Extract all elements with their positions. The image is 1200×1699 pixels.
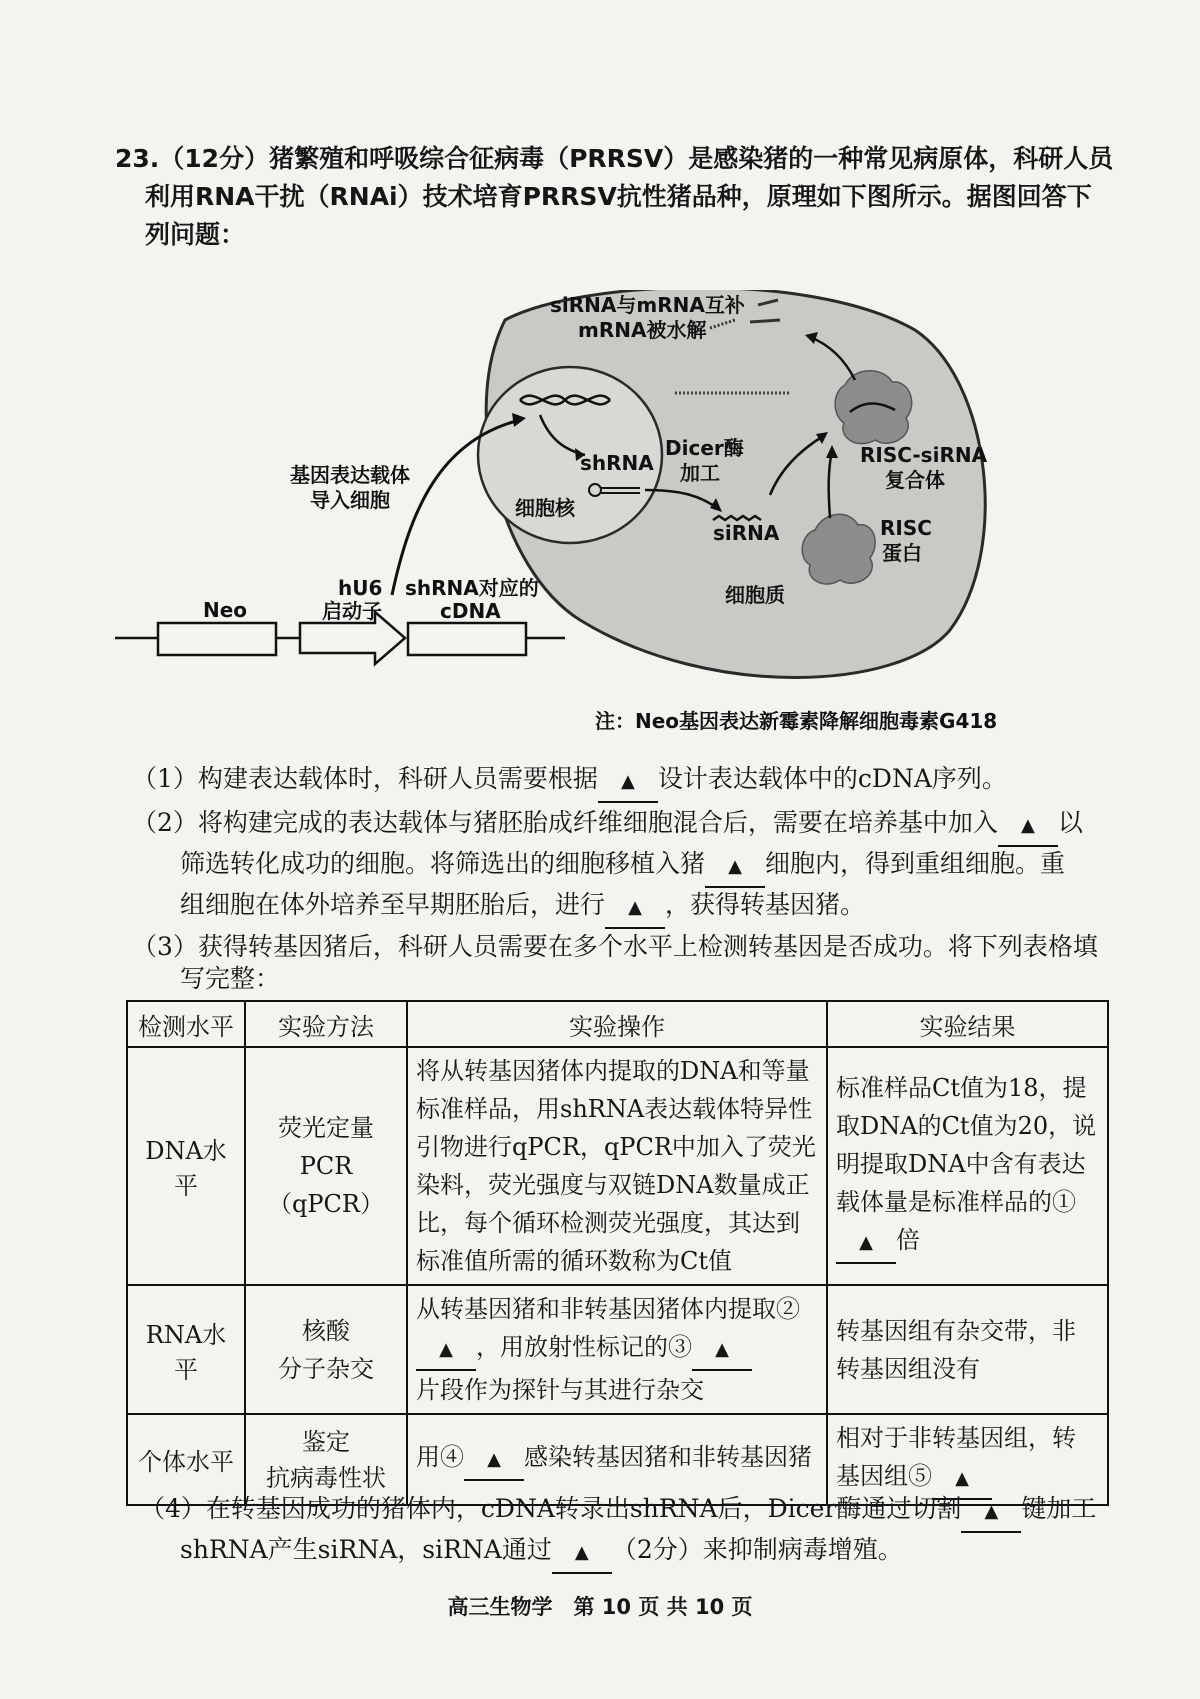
page-footer: 高三生物学 第 10 页 共 10 页 (447, 1595, 753, 1619)
label-nucleus: 细胞核 (515, 496, 575, 520)
r1-method: 荧光定量 PCR （qPCR） (245, 1047, 407, 1285)
label-vector-2: 导入细胞 (310, 488, 390, 512)
r2-method: 核酸 分子杂交 (245, 1285, 407, 1414)
question-3-line1: （3）获得转基因猪后，科研人员需要在多个水平上检测转基因是否成功。将下列表格填 (132, 932, 1098, 961)
label-hu6-2: 启动子 (322, 599, 382, 623)
label-cdna-1: shRNA对应的 (405, 576, 539, 600)
q23-stem-line2: 利用RNA干扰（RNAi）技术培育PRRSV抗性猪品种，原理如下图所示。据图回答下 (145, 182, 1092, 211)
question-1: （1）构建表达载体时，科研人员需要根据 ▲ 设计表达载体中的cDNA序列。 (132, 760, 1007, 803)
question-3-line2: 写完整： (180, 964, 281, 993)
header-operation: 实验操作 (407, 1001, 827, 1047)
detection-table (126, 1000, 1109, 1506)
r2-result: 转基因组有杂交带，非转基因组没有 (827, 1285, 1108, 1414)
rnai-diagram (110, 290, 1100, 740)
r3-result: 相对于非转基因组，转基因组⑤ ▲ (827, 1414, 1108, 1505)
label-sirna: siRNA (713, 521, 780, 545)
question-4-line1: （4）在转基因成功的猪体内，cDNA转录出shRNA后，Dicer酶通过切割 ▲ 键加工 (140, 1490, 1096, 1533)
q23-stem-line1: 23.（12分）猪繁殖和呼吸综合征病毒（PRRSV）是感染猪的一种常见病原体，科研人员 (115, 144, 1114, 173)
r2-level: RNA水平 (127, 1285, 245, 1414)
r1-result: 标准样品Ct值为18，提取DNA的Ct值为20，说明提取DNA中含有表达载体量是标准样品的①▲ 倍 (827, 1047, 1108, 1285)
label-cytoplasm: 细胞质 (725, 583, 785, 607)
label-risc-complex-1: RISC-siRNA (860, 443, 988, 467)
cdna-box (408, 623, 526, 655)
label-cdna-2: cDNA (440, 599, 501, 623)
label-dicer-1: Dicer酶 (665, 436, 744, 460)
question-2-line2: 筛选转化成功的细胞。将筛选出的细胞移植入猪 ▲ 细胞内，得到重组细胞。重 (180, 845, 1065, 888)
question-2-line3: 组细胞在体外培养至早期胚胎后，进行 ▲ ，获得转基因猪。 (180, 886, 865, 929)
header-level: 检测水平 (127, 1001, 245, 1047)
label-neo: Neo (203, 598, 248, 622)
label-dicer-2: 加工 (680, 461, 720, 485)
r3-level: 个体水平 (127, 1414, 245, 1505)
neo-gene-box (158, 623, 276, 655)
label-vector-1: 基因表达载体 (290, 463, 410, 487)
label-risc-complex-2: 复合体 (885, 468, 945, 492)
r2-operation: 从转基因猪和非转基因猪体内提取②▲ ，用放射性标记的③ ▲ 片段作为探针与其进行杂交 (407, 1285, 827, 1414)
r3-operation: 用④ ▲ 感染转基因猪和非转基因猪 (407, 1414, 827, 1505)
label-hu6-1: hU6 (338, 576, 383, 600)
label-risc-1: RISC (880, 516, 932, 540)
diagram-note: 注：Neo基因表达新霉素降解细胞毒素G418 (595, 709, 998, 733)
label-hydrolysis-2: mRNA被水解 (578, 318, 707, 342)
header-result: 实验结果 (827, 1001, 1108, 1047)
question-2-line1: （2）将构建完成的表达载体与猪胚胎成纤维细胞混合后，需要在培养基中加入 ▲ 以 (132, 804, 1083, 847)
question-4-line2: shRNA产生siRNA，siRNA通过 ▲ （2分）来抑制病毒增殖。 (180, 1531, 903, 1574)
table-row (127, 1285, 1108, 1414)
r1-level: DNA水平 (127, 1047, 245, 1285)
r1-operation: 将从转基因猪体内提取的DNA和等量标准样品，用shRNA表达载体特异性引物进行qPCR，qPCR中加入了荧光染料，荧光强度与双链DNA数量成正比，每个循环检测荧光强度，其达到标准值所需的循环数称为Ct值 (407, 1047, 827, 1285)
header-method: 实验方法 (245, 1001, 407, 1047)
label-hydrolysis-1: siRNA与mRNA互补 (550, 293, 745, 317)
q23-stem-line3: 列问题： (145, 220, 246, 249)
label-risc-2: 蛋白 (882, 541, 922, 565)
r3-method: 鉴定 抗病毒性状 (245, 1414, 407, 1505)
label-shrna: shRNA (580, 451, 654, 475)
table-row (127, 1047, 1108, 1285)
